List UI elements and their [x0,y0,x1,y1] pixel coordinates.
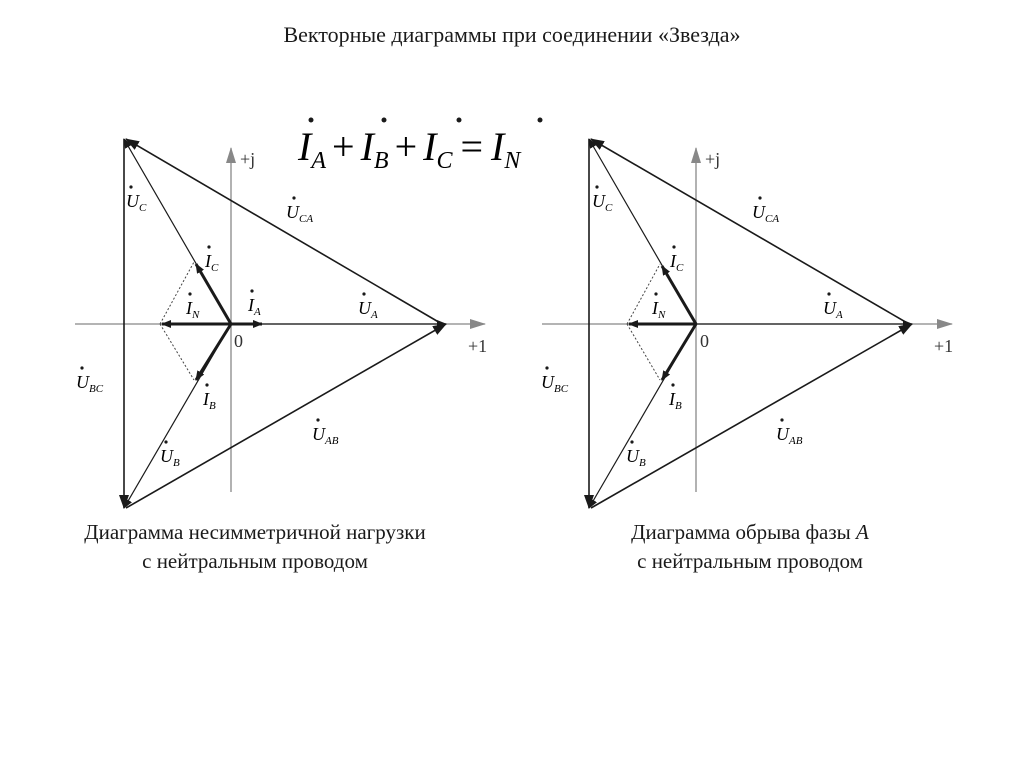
origin-label: 0 [234,331,243,351]
vector-ib-right [662,324,696,380]
eq-dot-4 [538,118,543,123]
origin-label-right: 0 [700,331,709,351]
label-ic-right: $I_C$ [670,251,684,274]
caption-right [535,518,965,576]
dot-accents-right [545,185,830,443]
label-uab-right: $U_{AB}$ [776,424,803,447]
eq-term-ib-sub: B [373,148,389,174]
eq-term-in: I [491,124,505,169]
label-uab: $U_{AB}$ [312,424,339,447]
diagram-right [541,139,953,508]
label-in-right: $I_N$ [652,298,666,321]
label-uca-right: $U_{CA}$ [752,202,780,225]
label-ub-right: $U_B$ [626,446,646,469]
eq-op-3: = [460,124,484,169]
label-uca: $U_{CA}$ [286,202,314,225]
caption-right-prefix: Диаграмма обрыва фазы [631,520,857,544]
eq-term-ic: I [423,124,437,169]
equation [297,118,543,175]
vector-uca-right [591,139,909,324]
construction-lines-right [627,264,660,380]
label-ubc: $U_{BC}$ [76,372,104,395]
caption-left [30,518,480,576]
svg-text:IA+IB+IC=IN [297,124,522,174]
caption-left-line2: с нейтральным проводом [142,549,368,573]
caption-right-phase: A [856,520,869,544]
label-ic: $I_C$ [205,251,219,274]
imag-axis-label: +j [240,149,256,169]
eq-dot-2 [382,118,387,123]
vector-uab [126,324,446,508]
eq-term-ib: I [360,124,374,169]
construction-lines [160,262,194,380]
label-ib-right: $I_B$ [669,389,682,412]
real-axis-label-right: +1 [934,336,954,356]
vector-ic-right [662,266,696,324]
label-in: $I_N$ [186,298,200,321]
label-uc: $U_C$ [126,191,147,214]
real-axis-label: +1 [468,336,488,356]
page-title: Векторные диаграммы при соединении «Звезда» [283,22,741,47]
diagram-left [75,139,487,508]
eq-term-ia: I [298,124,312,169]
label-ubc-right: $U_{BC}$ [541,372,569,395]
imag-axis-label-right: +j [705,149,721,169]
label-ia: $I_A$ [248,295,261,318]
label-uc-right: $U_C$ [592,191,613,214]
label-ua-right: $U_A$ [823,298,843,321]
eq-term-in-sub: N [504,148,521,174]
dot-accents-left [80,185,365,443]
eq-dot-1 [309,118,314,123]
eq-dot-3 [457,118,462,123]
caption-right-line2: с нейтральным проводом [637,549,863,573]
caption-right-line1 [535,518,965,547]
caption-left-line1: Диаграмма несимметричной нагрузки [84,520,426,544]
eq-op-1: + [332,124,355,169]
vector-ib [196,324,231,380]
label-ub: $U_B$ [160,446,180,469]
eq-term-ic-sub: C [436,148,453,174]
vector-uab-right [591,324,912,508]
eq-op-2: + [394,124,418,169]
eq-term-ia-sub: A [311,148,326,174]
label-ib: $I_B$ [203,389,216,412]
label-ua: $U_A$ [358,298,378,321]
